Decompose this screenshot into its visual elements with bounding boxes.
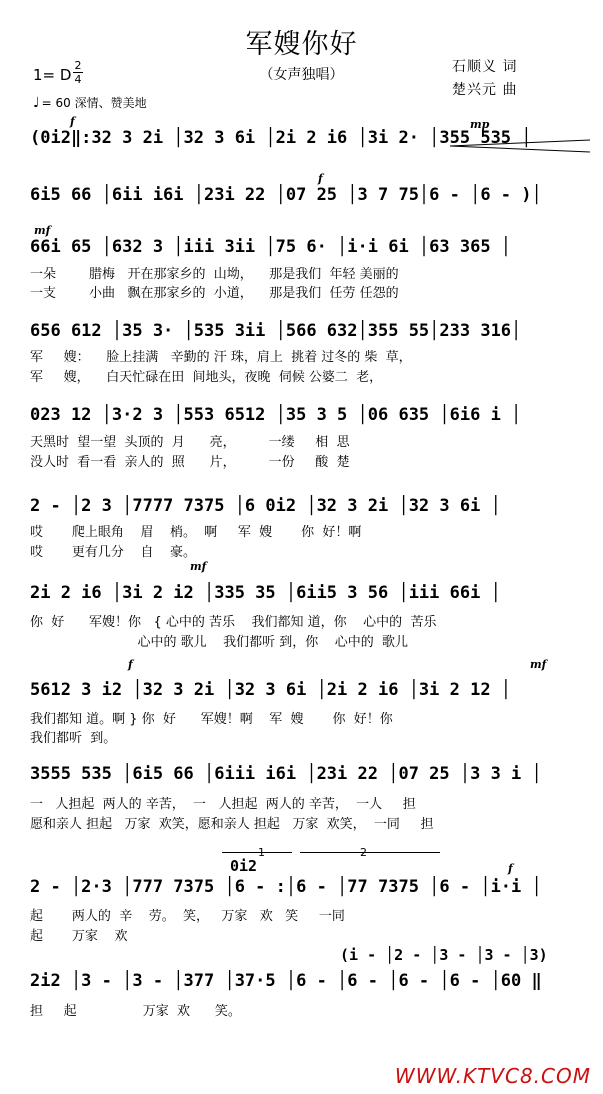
- dynamic-forte: f: [318, 172, 323, 185]
- site-watermark: WWW.KTVC8.COM: [394, 1064, 591, 1088]
- notation-row-10: 2 - │2·3 │777 7375 │6 - :│6 - │77 7375 │6 - │i·i │: [30, 877, 542, 897]
- lyric-row-9-verse-1: 一 人担起 两人的 辛苦， 一 人担起 两人的 辛苦， 一人 担: [30, 797, 416, 812]
- lyric-row-6-verse-2: 哎 更有几分 自 豪。: [30, 545, 196, 560]
- volta-second-ending-bracket: [300, 852, 440, 853]
- lyric-row-8-verse-1: 我们都知 道。啊 } 你 好 军嫂！啊 军 嫂 你 好！你: [30, 712, 393, 727]
- lyric-row-7-verse-2: 心中的 歌儿 我们都听 到，你 心中的 歌儿: [30, 635, 409, 650]
- coda-upper-voice-notes: (i - │2 - │3 - │3 - │3): [340, 946, 548, 964]
- lyric-row-6-verse-1: 哎 爬上眼角 眉 梢。 啊 军 嫂 你 好！啊: [30, 525, 362, 540]
- tempo-marking: [33, 94, 147, 111]
- time-signature-top: 2: [74, 59, 82, 72]
- volta-second-ending-number: 2: [360, 846, 367, 859]
- lyric-row-4-verse-2: 军 嫂， 白天忙碌在田 间地头，夜晚 伺候 公婆二 老，: [30, 370, 383, 385]
- dynamic-mezzo-forte: mf: [190, 560, 207, 573]
- lyric-row-5-verse-1: 天黑时 望一望 头顶的 月 亮， 一缕 相 思: [30, 435, 350, 450]
- notation-row-9: 3555 535 │6i5 66 │6iii i6i │23i 22 │07 25 │3 3 i │: [30, 764, 542, 784]
- volta-first-ending-bracket: [222, 852, 292, 853]
- notation-row-8: 5612 3 i2 │32 3 2i │32 3 6i │2i 2 i6 │3i 2 12 │: [30, 680, 512, 700]
- lyric-row-10-verse-1: 起 两人的 辛 劳。 笑， 万家 欢 笑 一同: [30, 909, 345, 924]
- lyric-row-10-verse-2: 起 万家 欢: [30, 929, 128, 944]
- dynamic-mezzo-forte: mf: [530, 658, 547, 671]
- lyric-row-5-verse-2: 没人时 看一看 亲人的 照 片， 一份 酸 楚: [30, 455, 350, 470]
- volta-first-ending-number: 1: [258, 846, 265, 859]
- notation-row-7: 2i 2 i6 │3i 2 i2 │335 35 │6ii5 3 56 │iii 66i │: [30, 583, 501, 603]
- time-signature: [73, 60, 83, 85]
- quarter-note-icon: ♩: [33, 95, 40, 111]
- lyric-row-9-verse-2: 愿和亲人 担起 万家 欢笑，愿和亲人 担起 万家 欢笑， 一同 担: [30, 817, 434, 832]
- dynamic-mezzo-piano: mp: [470, 118, 490, 131]
- first-ending-pickup-notes: 0i2: [230, 857, 258, 875]
- dynamic-mezzo-forte: mf: [34, 224, 51, 237]
- lyric-row-7-verse-1: 你 好 军嫂！你 { 心中的 苦乐 我们都知 道，你 心中的 苦乐: [30, 615, 437, 630]
- notation-row-2: 6i5 66 │6ii i6i │23i 22 │07 25 │3 7 75│6 - │6 - )│: [30, 185, 542, 205]
- composer-credit: 楚兴元 曲: [452, 82, 518, 98]
- song-subtitle: （女声独唱）: [259, 67, 344, 83]
- notation-row-6: 2 - │2 3 │7777 7375 │6 0i2 │32 3 2i │32 3 6i │: [30, 496, 501, 516]
- notation-row-3: 66i 65 │632 3 │iii 3ii │75 6· │i·i 6i │63 365 │: [30, 237, 512, 257]
- tempo-text: = 60 深情、赞美地: [41, 96, 147, 110]
- notation-row-11: 2i2 │3 - │3 - │377 │37·5 │6 - │6 - │6 - │6 - │60 ‖: [30, 971, 542, 991]
- lyric-row-11-verse-1: 担 起 万家 欢 笑。: [30, 1004, 241, 1019]
- lyric-row-8-verse-2: 我们都听 到。: [30, 731, 117, 746]
- notation-row-5: 023 12 │3·2 3 │553 6512 │35 3 5 │06 635 │6i6 i │: [30, 405, 522, 425]
- lyric-row-4-verse-1: 军 嫂： 脸上挂满 辛勤的 汗 珠，肩上 挑着 过冬的 柴 草，: [30, 350, 412, 365]
- song-title: 军嫂你好: [245, 29, 358, 60]
- dynamic-forte: f: [128, 658, 133, 671]
- key-signature: 1= D: [33, 66, 72, 84]
- lyric-row-3-verse-1: 一朵 腊梅 开在那家乡的 山坳， 那是我们 年轻 美丽的: [30, 267, 399, 282]
- lyricist-credit: 石顺义 词: [452, 59, 518, 75]
- notation-row-1: (0i2‖:32 3 2i │32 3 6i │2i 2 i6 │3i 2· │355 535 │: [30, 128, 532, 148]
- dynamic-forte: f: [508, 862, 513, 875]
- lyric-row-3-verse-2: 一支 小曲 飘在那家乡的 小道， 那是我们 任劳 任怨的: [30, 286, 399, 301]
- notation-row-4: 656 612 │35 3· │535 3ii │566 632│355 55│233 316│: [30, 321, 522, 341]
- time-signature-bottom: 4: [74, 73, 82, 86]
- dynamic-forte: f: [70, 115, 75, 128]
